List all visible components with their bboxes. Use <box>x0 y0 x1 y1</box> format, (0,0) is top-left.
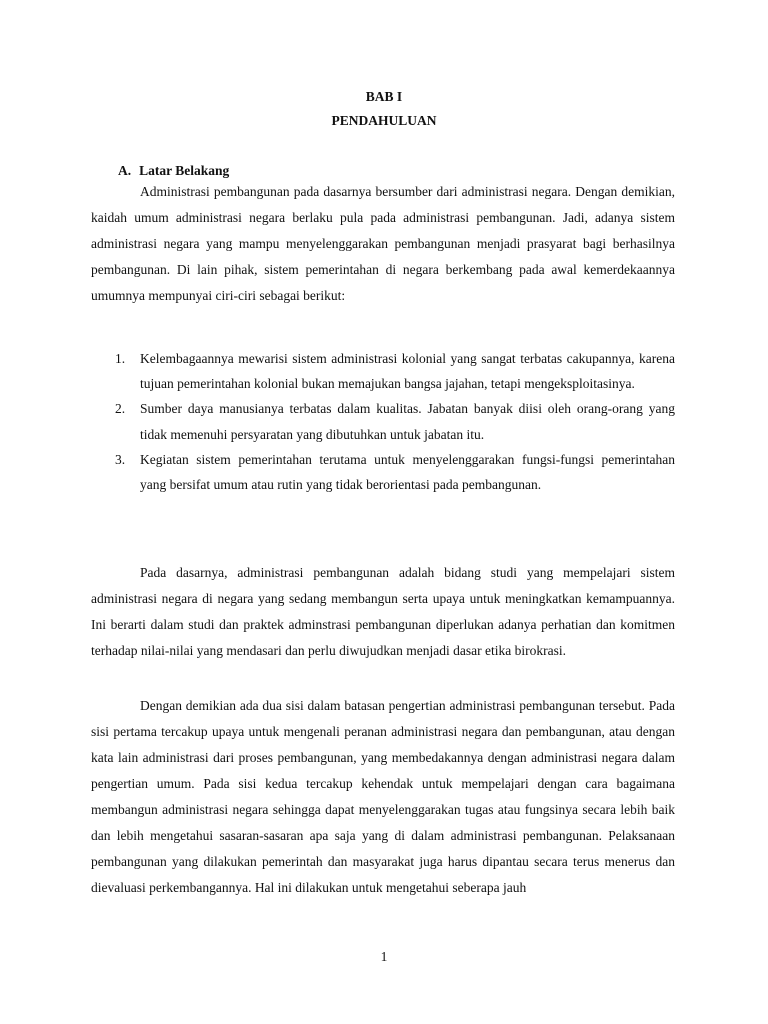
section-heading <box>118 161 229 181</box>
list-item <box>91 447 675 497</box>
list-item-number: 2. <box>115 401 126 417</box>
list-item-number: 1. <box>115 351 126 366</box>
characteristics-list <box>91 346 675 497</box>
section-title: Latar Belakang <box>139 163 230 178</box>
list-item-text: Sumber daya manusianya terbatas dalam kualitas. Jabatan banyak diisi oleh orang-orang yang tidak memenuhi persyaratan yang dibutuhkan untuk jabatan itu. <box>140 401 675 442</box>
page-number: 1 <box>380 949 388 964</box>
section-marker: A. <box>118 163 132 178</box>
paragraph-definition: Pada dasarnya, administrasi pembangunan adalah bidang studi yang mempelajari sistem administrasi negara di negara yang sedang membangun serta upaya untuk meningkatkan kemampuannya. Ini berarti dalam studi dan praktek adminstrasi pembangunan diperlukan adanya perhatian dan komitmen terhadap nilai-nilai yang mendasari dan perlu diwujudkan menjadi dasar etika birokrasi. <box>91 565 675 658</box>
list-item <box>91 396 675 446</box>
paragraph-two-sides: Dengan demikian ada dua sisi dalam batasan pengertian administrasi pembangunan tersebut. Pada sisi pertama tercakup upaya untuk mengenali peranan administrasi negara dan pembangunan, atau dengan kata lain administrasi dari proses pembangunan, yang membedakannya dengan administrasi negara dalam pengertian umum. Pada sisi kedua tercakup kehendak untuk mempelajari dengan cara bagaimana membangun administrasi negara sehingga dapat menyelenggarakan tugas atau fungsinya secara lebih baik dan lebih mengetahui sasaran-sasaran apa saja yang di dalam administrasi pembangunan. Pelaksanaan pembangunan yang dilakukan pemerintah dan masyarakat juga harus dipantau secara terus menerus dan dievaluasi perkembangannya. Hal ini dilakukan untuk mengetahui seberapa jauh <box>91 698 675 895</box>
list-item-text: Kegiatan sistem pemerintahan terutama untuk menyelenggarakan fungsi-fungsi pemerintahan yang bersifat umum atau rutin yang tidak berorientasi pada pembangunan. <box>140 451 675 493</box>
chapter-number: BAB I <box>365 89 403 104</box>
paragraph-intro: Administrasi pembangunan pada dasarnya bersumber dari administrasi negara. Dengan demikian, kaidah umum administrasi negara berlaku pula pada administrasi pembangunan. Jadi, adanya sistem administrasi negara yang mampu menyelenggarakan pembangunan menjadi prasyarat bagi berhasilnya pembangunan. Di lain pihak, sistem pemerintahan di negara berkembang pada awal kemerdekaannya umumnya mempunyai ciri-ciri sebagai berikut: <box>91 184 675 303</box>
list-item <box>91 346 675 396</box>
chapter-title: PENDAHULUAN <box>331 113 437 128</box>
list-item-text: Kelembagaannya mewarisi sistem administrasi kolonial yang sangat terbatas cakupannya, karena tujuan pemerintahan kolonial bukan memajukan bangsa jajahan, tetapi mengeksploitasinya. <box>140 351 675 392</box>
list-item-number: 3. <box>115 451 126 467</box>
